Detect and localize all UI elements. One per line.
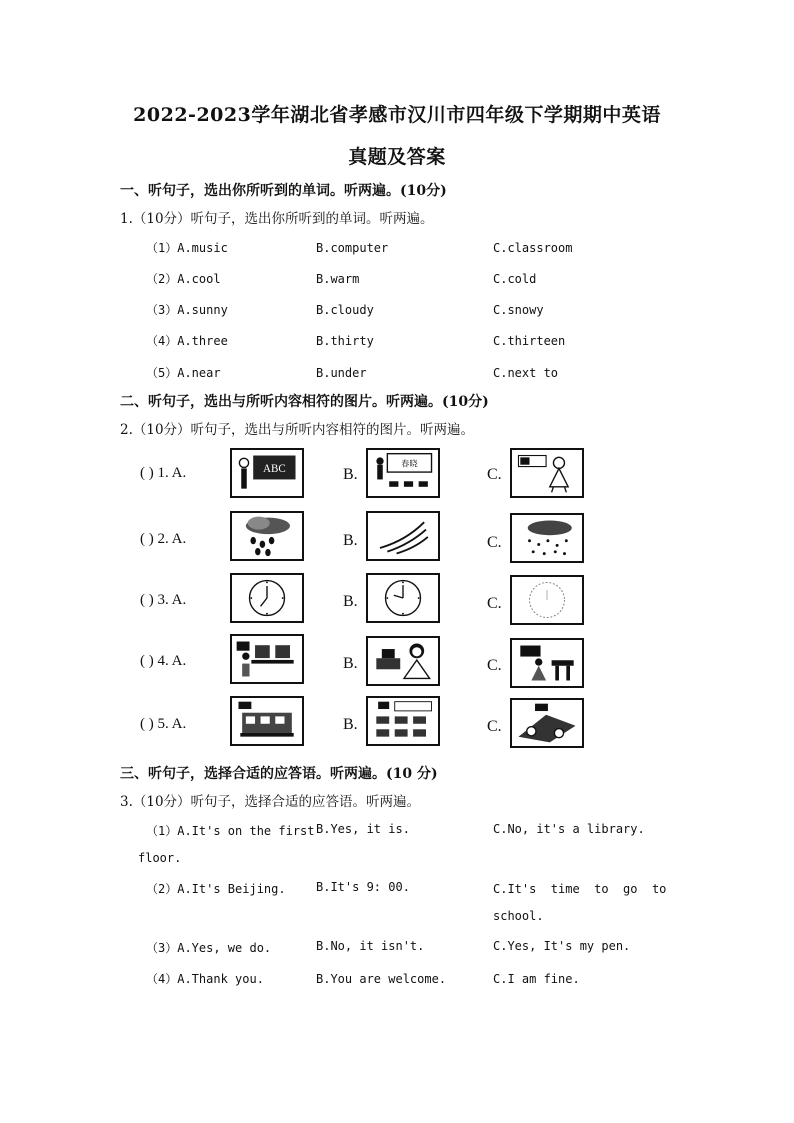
s1-item2-c: C.cold — [493, 272, 537, 286]
s1-item4-c: C.thirteen — [493, 334, 566, 348]
s1-item1-c: C.classroom — [493, 241, 573, 255]
s1-item2-a: （2）A.cool — [146, 272, 221, 286]
row2-b-label: B. — [343, 532, 358, 549]
row3-c-label: C. — [487, 595, 502, 612]
row3-b-label: B. — [343, 593, 358, 610]
row1-b-label: B. — [343, 466, 358, 483]
s1-item1-a: （1）A.music — [146, 241, 228, 255]
row5-label: ( ) 5. A. — [140, 716, 187, 732]
s3-item4-b: B.You are welcome. — [316, 972, 447, 986]
row1-label: ( ) 1. A. — [140, 465, 187, 481]
s1-item3-c: C.snowy — [493, 303, 544, 317]
clock-picture-c[interactable] — [510, 575, 584, 625]
section1-heading: 一、听句子，选出你所听到的单词。听两遍。(10分) — [120, 183, 447, 199]
teacher-desk-picture[interactable] — [510, 638, 584, 688]
classroom-desks-picture[interactable] — [366, 696, 440, 746]
section3-heading: 三、听句子，选择合适的应答语。听两遍。(10 分) — [120, 766, 438, 782]
question-1: 1.（10分）听句子，选出你所听到的单词。听两遍。 — [120, 211, 434, 227]
row5-c-label: C. — [487, 718, 502, 735]
row3-label: ( ) 3. A. — [140, 592, 187, 608]
s1-item2-b: B.warm — [316, 272, 360, 286]
s1-item4-a: （4）A.three — [146, 334, 228, 348]
clock-picture-a[interactable] — [230, 573, 304, 623]
s3-item1-c: C.No, it's a library. — [493, 822, 645, 836]
question-3: 3.（10分）听句子，选择合适的应答语。听两遍。 — [120, 794, 421, 810]
row4-c-label: C. — [487, 657, 502, 674]
s3-item3-a: （3）A.Yes, we do. — [146, 941, 272, 955]
s1-item3-a: （3）A.sunny — [146, 303, 228, 317]
clock-picture-b[interactable] — [366, 573, 440, 623]
s1-item4-b: B.thirty — [316, 334, 374, 348]
girl-reading-picture[interactable] — [366, 636, 440, 686]
row1-c-label: C. — [487, 466, 502, 483]
s1-item5-b: B.under — [316, 366, 367, 380]
girl-board-picture[interactable] — [510, 448, 584, 498]
board-text: ABC — [263, 463, 286, 476]
question-2: 2.（10分）听句子，选出与所听内容相符的图片。听两遍。 — [120, 422, 475, 438]
s3-item1-b: B.Yes, it is. — [316, 822, 410, 836]
row2-label: ( ) 2. A. — [140, 531, 187, 547]
s1-item3-b: B.cloudy — [316, 303, 374, 317]
row4-label: ( ) 4. A. — [140, 653, 187, 669]
board-sign-text: 春晓 — [401, 458, 418, 469]
s3-item1-a: （1）A.It's on the first — [146, 824, 315, 838]
s3-item4-c: C.I am fine. — [493, 972, 580, 986]
s3-item2-c2: school. — [493, 909, 544, 923]
s1-item5-c: C.next to — [493, 366, 559, 380]
computer-room-picture-4a[interactable] — [230, 634, 304, 684]
s3-item1-a2: floor. — [138, 851, 182, 865]
rain-cloud-picture[interactable] — [230, 511, 304, 561]
s1-item1-b: B.computer — [316, 241, 389, 255]
row5-b-label: B. — [343, 716, 358, 733]
wind-picture[interactable] — [366, 511, 440, 561]
section2-heading: 二、听句子，选出与所听内容相符的图片。听两遍。(10分) — [120, 394, 489, 410]
page-title: 2022-2023学年湖北省孝感市汉川市四年级下学期期中英语 — [133, 104, 661, 126]
row4-b-label: B. — [343, 655, 358, 672]
s3-item3-c: C.Yes, It's my pen. — [493, 939, 631, 953]
abc-board-picture[interactable] — [230, 448, 304, 498]
s1-item5-a: （5）A.near — [146, 366, 221, 380]
teacher-classroom-picture[interactable] — [366, 448, 440, 498]
s3-item4-a: （4）A.Thank you. — [146, 972, 264, 986]
computer-room-picture-5a[interactable] — [230, 696, 304, 746]
s3-item2-a: （2）A.It's Beijing. — [146, 882, 286, 896]
snow-cloud-picture[interactable] — [510, 513, 584, 563]
s3-item2-b: B.It's 9: 00. — [316, 880, 410, 894]
music-room-picture[interactable] — [510, 698, 584, 748]
row2-c-label: C. — [487, 534, 502, 551]
s3-item2-c: C.It's time to go to — [493, 882, 667, 896]
s3-item3-b: B.No, it isn't. — [316, 939, 425, 953]
page-subtitle: 真题及答案 — [348, 146, 446, 168]
